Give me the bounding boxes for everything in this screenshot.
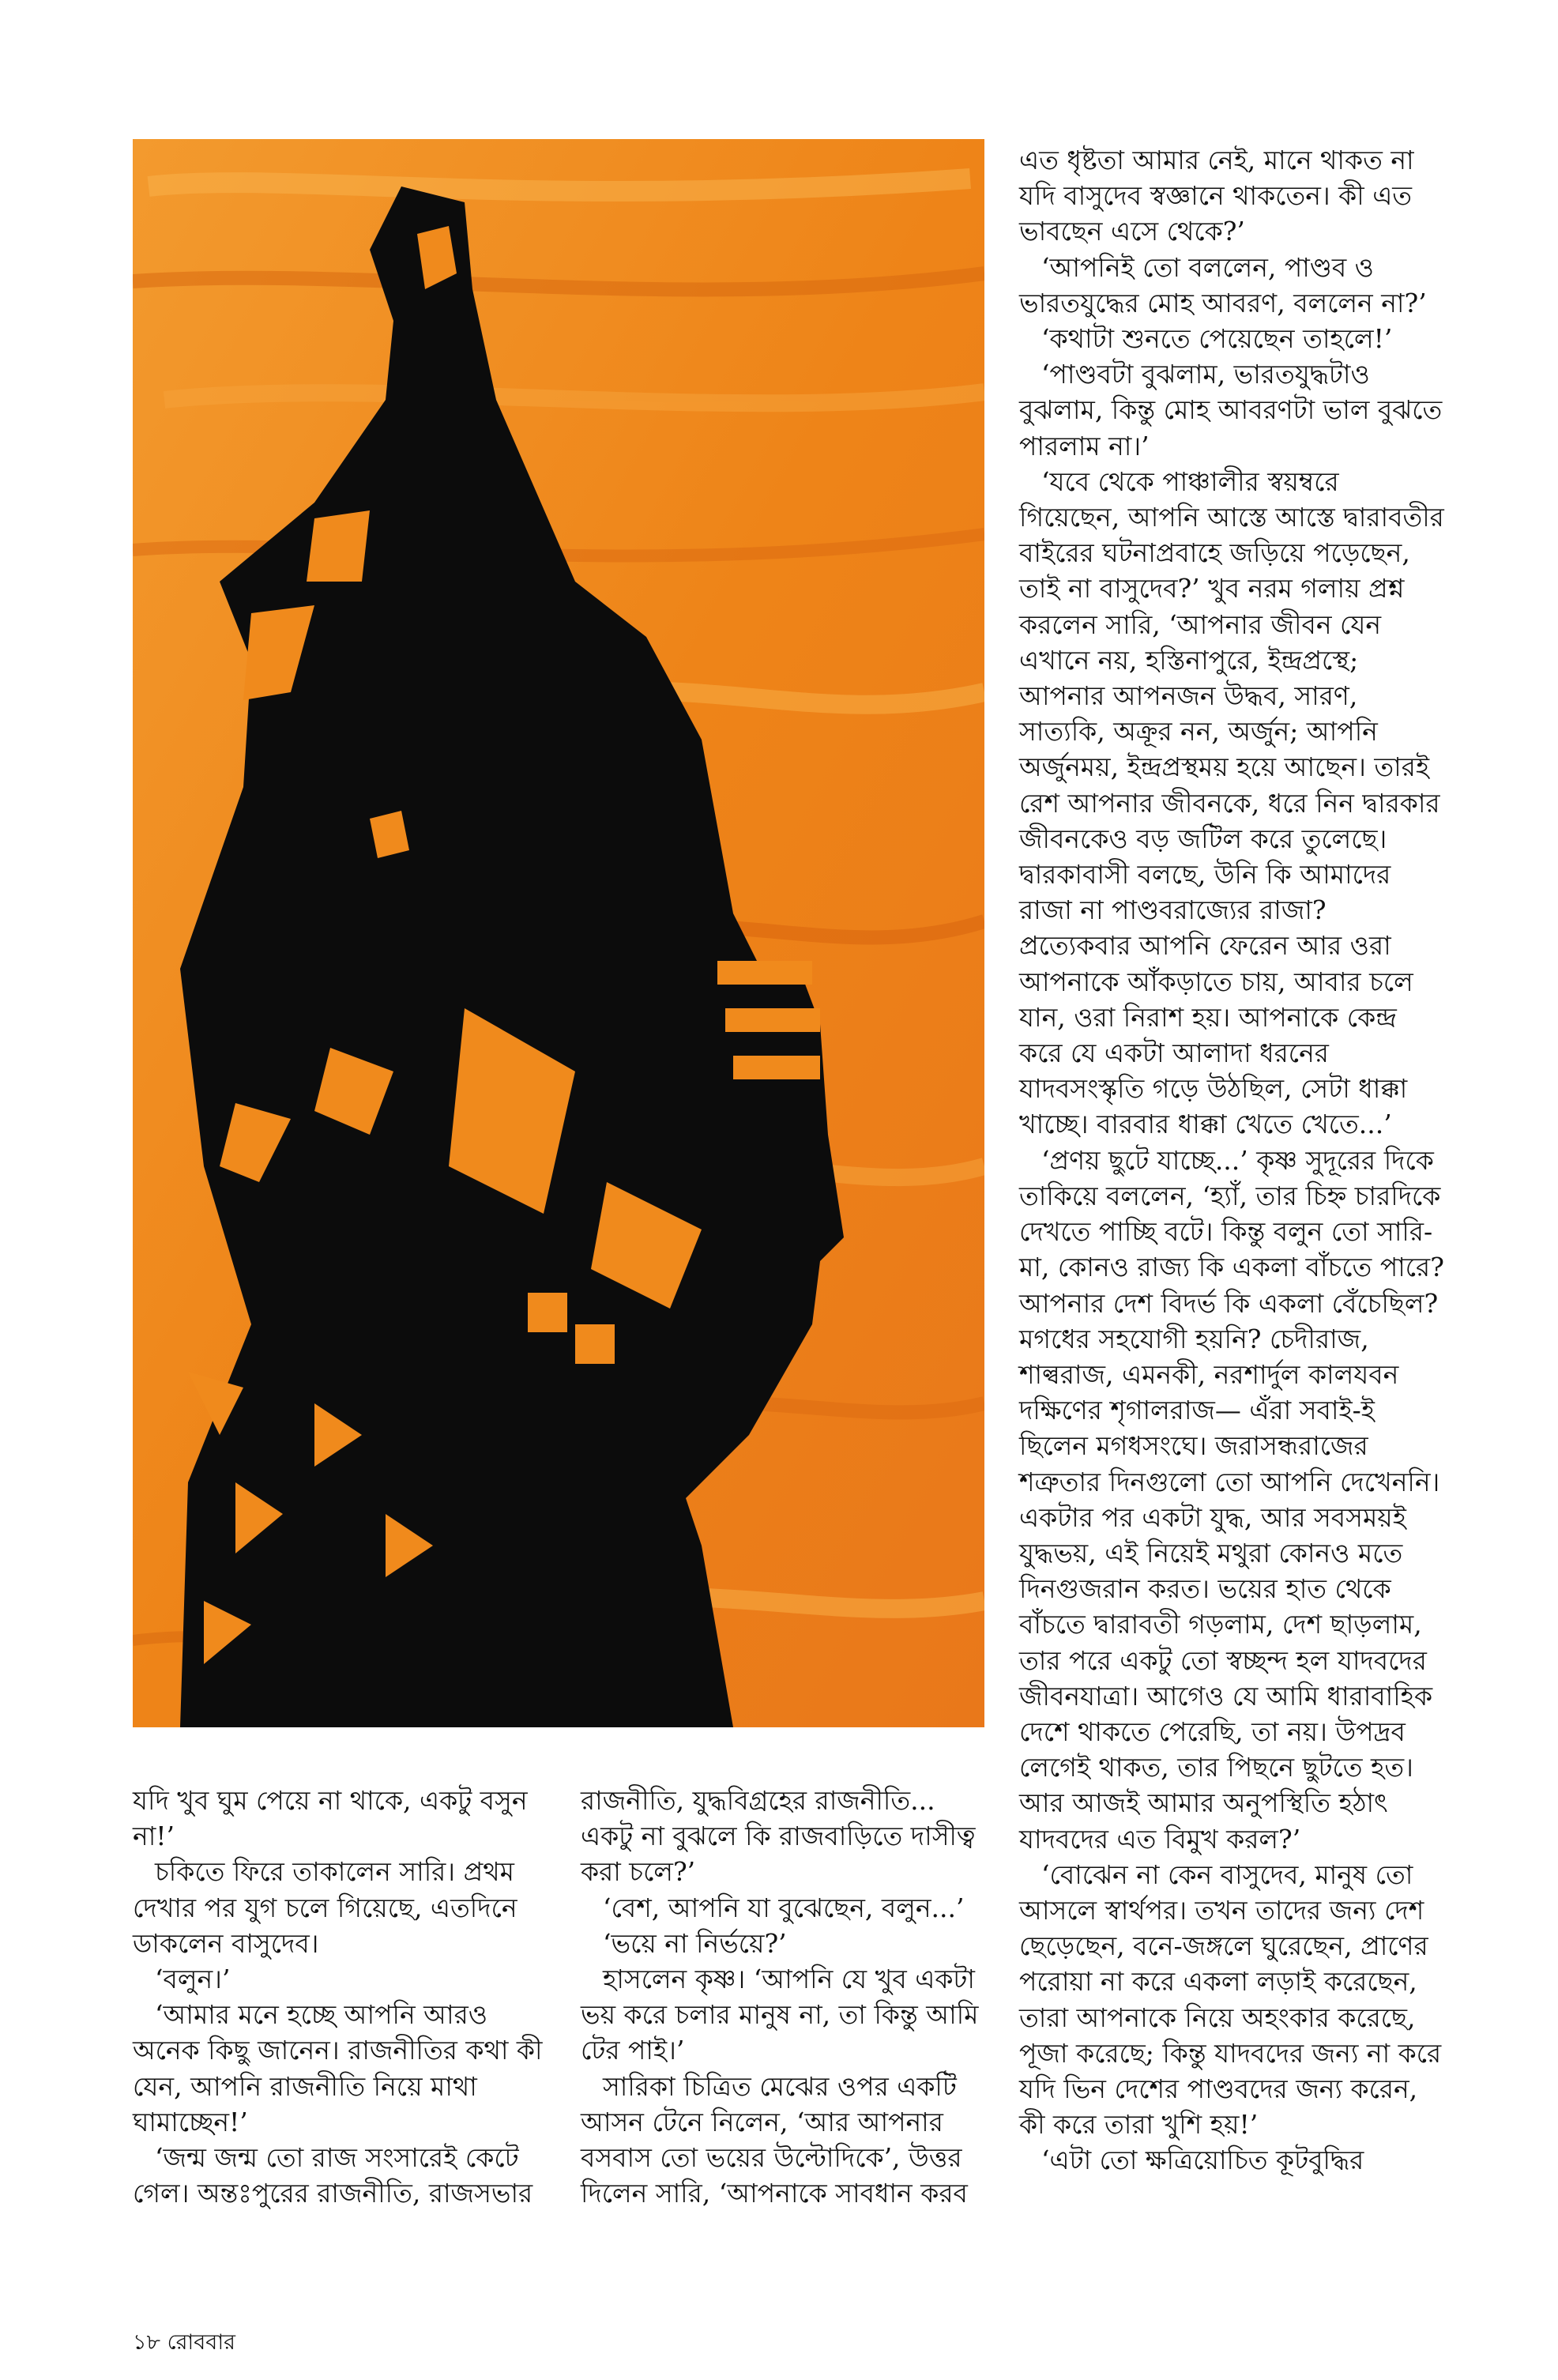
paragraph: চকিতে ফিরে তাকালেন সারি। প্রথম দেখার পর যুগ চলে গিয়েছে, এতদিনে ডাকলেন বাসুদেব।: [133, 1856, 517, 1959]
paragraph: ‘ভয়ে না নির্ভয়ে?’: [603, 1927, 787, 1959]
paragraph: ‘প্রণয় ছুটে যাচ্ছে...’ কৃষ্ণ সুদূরের দিকে তাকিয়ে বললেন, ‘হ্যাঁ, তার চিহ্ন চারদিকে দেখতে পাচ্ছি বটে। কিন্তু বলুন তো সারি-মা, কোনও রাজ্য কি একলা বাঁচতে পারে? আপনার দেশ বিদর্ভ কি একলা বেঁচেছিল? মগধের সহযোগী হয়নি? চেদীরাজ, শাল্বরাজ, এমনকী, নরশার্দুল কালযবন দক্ষিণের শৃগালরাজ— এঁরা সবাই-ই ছিলেন মগধসংঘে। জরাসন্ধরাজের শত্রুতার দিনগুলো তো আপনি দেখেননি। একটার পর একটা যুদ্ধ, আর সবসময়ই যুদ্ধভয়, এই নিয়েই মথুরা কোনও মতে দিনগুজরান করত। ভয়ের হাত থেকে বাঁচতে দ্বারাবতী গড়লাম, দেশ ছাড়লাম, তার পরে একটু তো স্বচ্ছন্দ হল যাদবদের জীবনযাত্রা। আগেও যে আমি ধারাবাহিক দেশে থাকতে পেরেছি, তা নয়। উপদ্রব লেগেই থাকত, তার পিছনে ছুটতে হত। আর আজই আমার অনুপস্থিতি হঠাৎ যাদবদের এত বিমুখ করল?’: [1019, 1144, 1444, 1855]
paragraph: ‘জন্ম জন্ম তো রাজ সংসারেই কেটে গেল। অন্তঃপুরের রাজনীতি, রাজসভার: [133, 2142, 533, 2209]
paragraph: এত ধৃষ্টতা আমার নেই, মানে থাকত না যদি বাসুদেব স্বজ্ঞানে থাকতেন। কী এত ভাবছেন এসে থেকে?’: [1019, 145, 1414, 247]
page-folio: ১৮ রোববার: [133, 2330, 235, 2355]
paragraph: ‘কথাটা শুনতে পেয়েছেন তাহলে!’: [1041, 323, 1393, 355]
illustration-krishna-silhouette: [133, 139, 984, 1727]
paragraph: ‘এটা তো ক্ষত্রিয়োচিত কূটবুদ্ধির: [1041, 2145, 1364, 2176]
text-column-left: [133, 1783, 544, 2211]
paragraph: ‘বলুন।’: [155, 1964, 231, 1995]
paragraph: ‘আমার মনে হচ্ছে আপনি আরও অনেক কিছু জানেন। রাজনীতির কথা কী যেন, আপনি রাজনীতি নিয়ে মাথা ঘামাচ্ছেন!’: [133, 1999, 543, 2137]
paragraph: সারিকা চিত্রিত মেঝের ওপর একটি আসন টেনে নিলেন, ‘আর আপনার বসবাস তো ভয়ের উল্টোদিকে’, উত্তর দিলেন সারি, ‘আপনাকে সাবধান করব: [581, 2070, 968, 2209]
paragraph: যদি খুব ঘুম পেয়ে না থাকে, একটু বসুন না!’: [133, 1785, 528, 1852]
paragraph: রাজনীতি, যুদ্ধবিগ্রহের রাজনীতি... একটু না বুঝলে কি রাজবাড়িতে দাসীত্ব করা চলে?’: [581, 1785, 976, 1888]
text-column-middle: [581, 1783, 992, 2211]
paragraph: ‘আপনিই তো বললেন, পাণ্ডব ও ভারতযুদ্ধের মোহ আবরণ, বললেন না?’: [1019, 251, 1427, 318]
paragraph: ‘যবে থেকে পাঞ্চালীর স্বয়ম্বরে গিয়েছেন, আপনি আস্তে আস্তে দ্বারাবতীর বাইরের ঘটনাপ্রবাহে জড়িয়ে পড়েছেন, তাই না বাসুদেব?’ খুব নরম গলায় প্রশ্ন করলেন সারি, ‘আপনার জীবন যেন এখানে নয়, হস্তিনাপুরে, ইন্দ্রপ্রস্থে; আপনার আপনজন উদ্ধব, সারণ, সাত্যকি, অক্রূর নন, অর্জুন; আপনি অর্জুনময়, ইন্দ্রপ্রস্থময় হয়ে আছেন। তারই রেশ আপনার জীবনকে, ধরে নিন দ্বারকার জীবনকেও বড় জটিল করে তুলেছে। দ্বারকাবাসী বলছে, উনি কি আমাদের রাজা না পাণ্ডবরাজ্যের রাজা? প্রত্যেকবার আপনি ফেরেন আর ওরা আপনাকে আঁকড়াতে চায়, আবার চলে যান, ওরা নিরাশ হয়। আপনাকে কেন্দ্র করে যে একটা আলাদা ধরনের যাদবসংস্কৃতি গড়ে উঠছিল, সেটা ধাক্কা খাচ্ছে। বারবার ধাক্কা খেতে খেতে...’: [1019, 465, 1444, 1140]
text-column-right: [1019, 142, 1446, 2179]
paragraph: ‘পাণ্ডবটা বুঝলাম, ভারতযুদ্ধটাও বুঝলাম, কিন্তু মোহ আবরণটা ভাল বুঝতে পারলাম না।’: [1019, 359, 1443, 461]
paragraph: ‘বোঝেন না কেন বাসুদেব, মানুষ তো আসলে স্বার্থপর। তখন তাদের জন্য দেশ ছেড়েছেন, বনে-জঙ্গলে ঘুরেছেন, প্রাণের পরোয়া না করে একলা লড়াই করেছেন, তারা আপনাকে নিয়ে অহংকার করেছে, পূজা করেছে; কিন্তু যাদবদের জন্য না করে যদি ভিন দেশের পাণ্ডবদের জন্য করেন, কী করে তারা খুশি হয়!’: [1019, 1858, 1442, 2141]
paragraph: হাসলেন কৃষ্ণ। ‘আপনি যে খুব একটা ভয় করে চলার মানুষ না, তা কিন্তু আমি টের পাই।’: [581, 1964, 979, 2066]
paragraph: ‘বেশ, আপনি যা বুঝেছেন, বলুন...’: [603, 1892, 965, 1923]
